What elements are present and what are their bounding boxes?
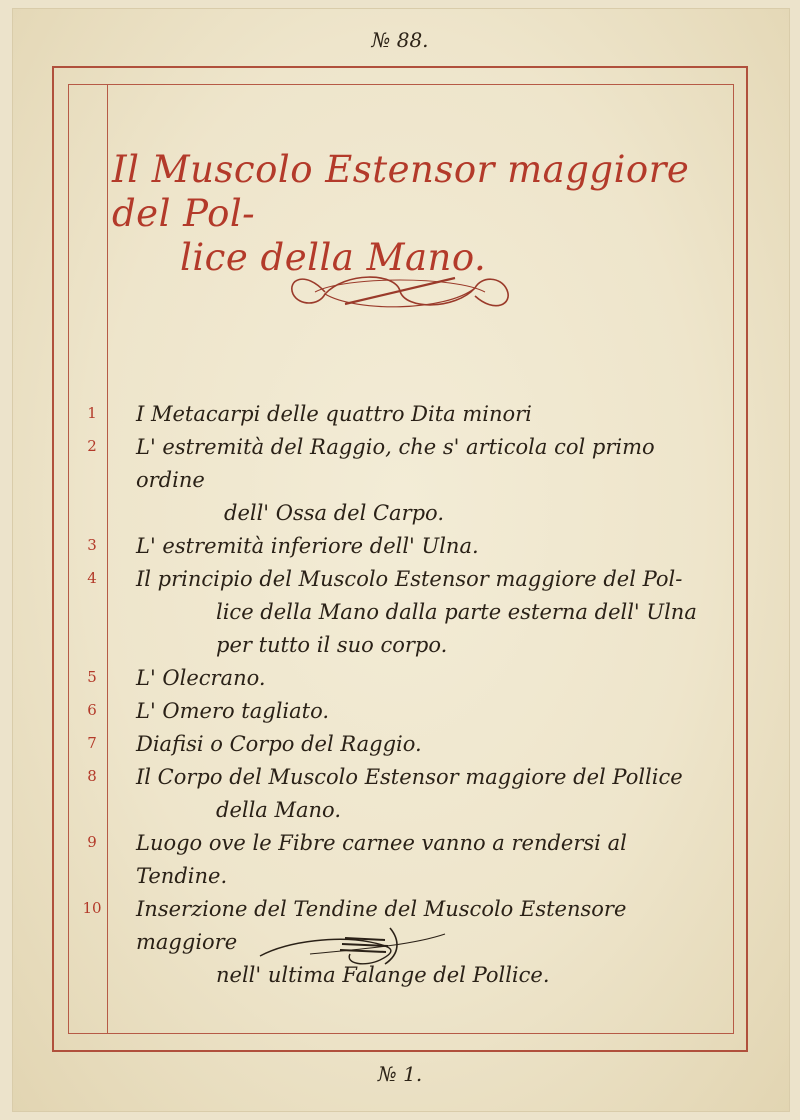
page-number: № 1. — [377, 1062, 423, 1086]
legend-number: 6 — [87, 701, 97, 719]
plate-number: № 88. — [371, 28, 429, 52]
legend-number: 10 — [82, 899, 102, 917]
legend-number: 8 — [87, 767, 97, 785]
legend-item — [80, 695, 720, 728]
title-line-1: Il Muscolo Estensor maggiore del Pol- — [112, 148, 690, 235]
legend-item — [80, 398, 720, 431]
legend-text: Il principio del Muscolo Estensor maggiore del Pol- — [136, 567, 683, 591]
legend-text: L' estremità inferiore dell' Ulna. — [136, 534, 479, 558]
legend-text: della Mano. — [216, 798, 341, 822]
legend-list — [80, 398, 720, 992]
legend-item — [80, 761, 720, 827]
page-title — [112, 148, 732, 280]
legend-number: 5 — [87, 668, 97, 686]
legend-text: Inserzione del Tendine del Muscolo Estensore maggiore — [136, 897, 627, 954]
legend-text: L' Omero tagliato. — [136, 699, 330, 723]
legend-text: lice della Mano dalla parte esterna dell' Ulna — [216, 600, 697, 624]
legend-item — [80, 530, 720, 563]
legend-number: 2 — [87, 437, 97, 455]
legend-number: 7 — [87, 734, 97, 752]
legend-number: 1 — [87, 404, 97, 422]
legend-number: 9 — [87, 833, 97, 851]
legend-text: dell' Ossa del Carpo. — [224, 501, 444, 525]
legend-number: 4 — [87, 569, 97, 587]
legend-text: L' Olecrano. — [136, 666, 266, 690]
title-line-2: lice della Mano. — [180, 236, 487, 279]
legend-text: Luogo ove le Fibre carnee vanno a rendersi al Tendine. — [136, 831, 627, 888]
legend-item — [80, 563, 720, 662]
legend-item — [80, 728, 720, 761]
legend-item — [80, 431, 720, 530]
legend-text: Diafisi o Corpo del Raggio. — [136, 732, 422, 756]
legend-text: Il Corpo del Muscolo Estensor maggiore del Pollice — [136, 765, 683, 789]
legend-text: L' estremità del Raggio, che s' articola col primo ordine — [136, 435, 655, 492]
legend-number: 3 — [87, 536, 97, 554]
legend-item — [80, 662, 720, 695]
legend-text: I Metacarpi delle quattro Dita minori — [136, 402, 532, 426]
legend-item — [80, 827, 720, 893]
legend-text: nell' ultima Falange del Pollice. — [216, 963, 550, 987]
closing-flourish — [250, 920, 450, 970]
legend-text: per tutto il suo corpo. — [216, 633, 448, 657]
ornament-flourish — [285, 262, 515, 320]
